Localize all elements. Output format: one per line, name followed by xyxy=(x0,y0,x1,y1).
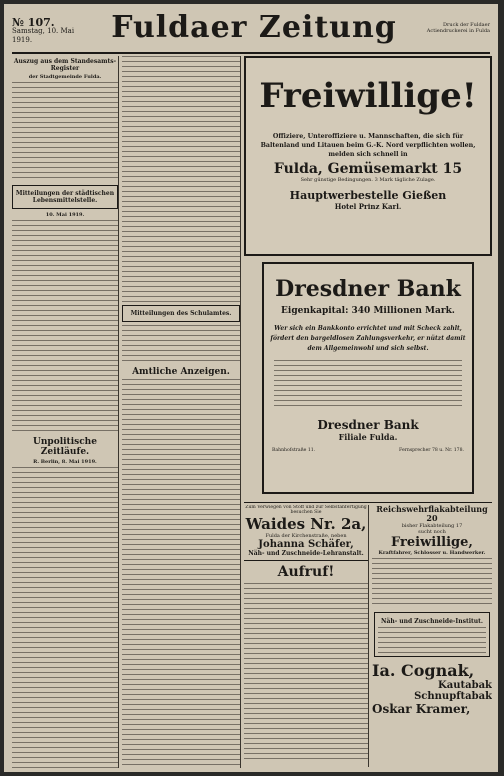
naeh-institut-text xyxy=(378,627,486,653)
politics-text xyxy=(12,467,118,768)
waides-sub: Fulda der Kirchenstraße, neben xyxy=(265,533,347,539)
freiwillige-place: Fulda, Gemüsemarkt 15 xyxy=(273,161,463,177)
issue-date: Samstag, 10. Mai 1919. xyxy=(12,27,75,44)
freiwillige-hotel: Hotel Prinz Karl. xyxy=(334,202,402,211)
column-1 xyxy=(12,56,119,768)
waides-trade: Näh- und Zuschneide-Lehranstalt. xyxy=(248,550,364,557)
reichswehr-text xyxy=(372,558,492,608)
lebensmittel-header: Mitteilungen der städtischen Lebensmittelstelle. xyxy=(15,190,115,204)
freiwillige-headline: Freiwillige! xyxy=(259,76,477,116)
amtliche-text xyxy=(122,379,240,768)
bank-capital: Eigenkapital: 340 Millionen Mark. xyxy=(281,306,455,316)
issue-number: № 107. xyxy=(12,16,55,29)
bank-branch-name: Dresdner Bank xyxy=(317,418,419,432)
freiwillige-ad xyxy=(244,56,492,256)
cognac-name: Ia. Cognak, xyxy=(372,661,475,680)
lebensmittel-box xyxy=(12,185,118,209)
registry-subheader: der Stadtgemeinde Fulda. xyxy=(28,74,102,80)
schnupftabak: Schnupftabak xyxy=(414,691,492,702)
waides-name: Waides Nr. 2a, xyxy=(245,515,367,533)
freiwillige-hint: Sehr günstige Bedingungen. 3 Mark tägliche Zulage. xyxy=(300,177,436,183)
lebensmittel-text xyxy=(12,220,118,435)
bank-text xyxy=(274,360,462,406)
reichswehr-who: Kraftfahrer, Schlosser u. Handwerker. xyxy=(378,550,486,556)
lower-ads-left xyxy=(244,505,369,767)
bank-address: Bahnhofstraße 11. xyxy=(272,448,316,453)
naeh-institut-box xyxy=(374,612,490,657)
politics-header: Unpolitische Zeitläufe. xyxy=(33,437,97,457)
registry-header: Auszug aus dem Standesamts-Register xyxy=(13,58,117,72)
newspaper-title: Fuldaer Zeitung xyxy=(111,10,397,45)
newspaper-page xyxy=(4,4,498,772)
schulamt-text xyxy=(122,325,240,365)
dresdner-bank-ad xyxy=(262,262,474,494)
reichswehr-sub: bisher Flakabteilung 17 xyxy=(401,523,463,529)
lower-ads xyxy=(244,502,492,768)
aufruf-text xyxy=(244,583,368,759)
reichswehr-title: Reichswehrflakabteilung 20 xyxy=(376,505,488,523)
aufruf-headline: Aufruf! xyxy=(277,564,335,580)
naeh-institut-title: Näh- und Zuschneide-Institut. xyxy=(380,618,483,625)
reichswehr-wants: sucht noch xyxy=(418,529,446,535)
freiwillige-body: Offiziere, Unteroffiziere u. Mannschaften, die sich für Baltenland und Litauen beim G.-K. Nord verpflichten wollen, melden sich schnell in xyxy=(260,133,476,158)
reichswehr-headline: Freiwillige, xyxy=(391,535,473,550)
date-line: 10. Mai 1919. xyxy=(45,212,85,218)
bank-branch: Filiale Fulda. xyxy=(338,432,398,442)
bank-name: Dresdner Bank xyxy=(275,276,461,302)
column-2 xyxy=(122,56,241,768)
schulamt-header: Mitteilungen des Schulamtes. xyxy=(130,310,232,317)
cognac-merchant: Oskar Kramer, xyxy=(372,702,471,716)
masthead xyxy=(12,8,490,54)
amtliche-header: Amtliche Anzeigen. xyxy=(132,367,230,377)
waides-person: Johanna Schäfer, xyxy=(258,539,354,550)
column-3-ads xyxy=(244,56,492,768)
bank-motto: Wer sich ein Bankkonto errichtet und mit Scheck zahlt, fördert den bargeldlosen Zahlungsverkehr, er nützt damit dem Allgemeinwohl und sich selbst. xyxy=(270,325,466,352)
column-2-text-top xyxy=(122,56,240,302)
waides-intro: Zum Verwiegen von Stoff und zur Selbstanfertigung besuchen Sie xyxy=(245,505,367,515)
lower-ads-right xyxy=(372,505,492,767)
registry-text xyxy=(12,82,118,182)
schulamt-box xyxy=(122,305,240,322)
bank-contact xyxy=(264,448,472,453)
freiwillige-office: Hauptwerbestelle Gießen xyxy=(289,189,447,202)
politics-place: R. Berlin, 8. Mai 1919. xyxy=(33,459,97,465)
kautabak: Kautabak xyxy=(438,680,492,691)
publisher-note: Druck der Fuldaer Actiendruckerei in Fulda xyxy=(426,22,490,34)
issue-info xyxy=(12,18,92,45)
bank-phone: Fernsprecher 78 u. Nr. 178. xyxy=(399,448,464,453)
